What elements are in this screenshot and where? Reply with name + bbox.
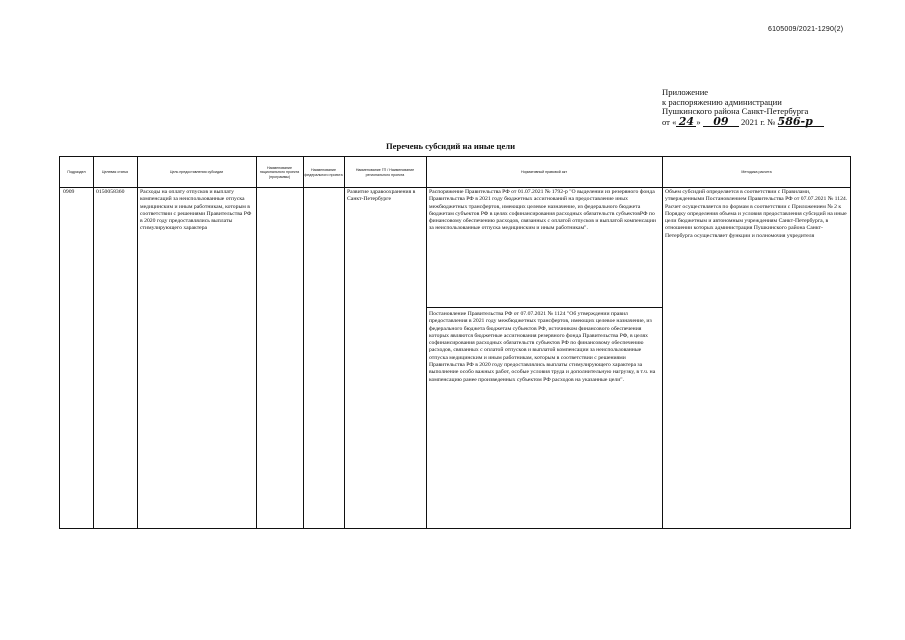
cell-legal-act-2: Постановление Правительства РФ от 07.07.2021 № 1124 "Об утверждении правил предоставления в 2021 году межбюджетных трансфертов, имеющих целевое назначение, из федерального бюджета бюджетам субъектов РФ, источником финансового обеспечения которых являются бюджетные ассигнования резервного фонда Правительства РФ, в целях софинансирования расходных обязательств субъектов РФ по финансовому обеспечению расходов, связанных с оплатой отпусков и выплатой компенсации за неиспользованные отпуска медицинским и иным работникам, которым в соответствии с решениями Правительства РФ в 2020 году предоставлялись выплаты стимулирующего характера за выполнение особо важных работ, особые условия труда и дополнительную нагрузку, в т.ч. на компенсацию ранее произведенных субъектом РФ расходов на указанные цели". xyxy=(429,311,656,383)
column-divider xyxy=(303,157,304,528)
column-divider xyxy=(256,157,257,528)
header-target-article: Целевая статья xyxy=(101,170,129,175)
annex-line-1: Приложение xyxy=(662,87,709,97)
header-state-program: Наименование ГП / Наименование регионального проекта xyxy=(355,168,415,177)
cell-section: 0909 xyxy=(63,189,75,195)
header-national-project: Наименование национального проекта (программы) xyxy=(259,166,300,179)
handwritten-number: 586-р xyxy=(778,117,824,127)
subsidies-table xyxy=(59,156,851,529)
cell-legal-act-1: Распоряжение Правительства РФ от 01.07.2021 № 1792-р "О выделении из резервного фонда Правительства РФ в 2021 году бюджетных ассигнований на предоставление иных межбюджетных трансфертов, имеющих целевое назначение, из федерального бюджета бюджетам субъектов РФ в целях софинансирования расходных обязательств субъектовРФ по финансовому обеспечению расходов, связанных с оплатой отпусков и выплатой компенсации за неиспользованные отпуска медицинским и иным работникам". xyxy=(429,189,656,232)
header-purpose: Цель предоставления субсидии xyxy=(169,170,224,175)
legal-act-2-box xyxy=(426,307,663,529)
date-year-text: 2021 г. № xyxy=(741,116,776,127)
annex-date-line xyxy=(662,114,887,128)
cell-target-article: 0150058360 xyxy=(96,189,125,195)
header-method: Методика расчета xyxy=(741,170,772,175)
column-divider xyxy=(137,157,138,528)
handwritten-day: 24 xyxy=(676,117,696,127)
annex-block xyxy=(662,88,887,127)
cell-method: Объем субсидий определяется в соответствии с Правилами, утвержденными Постановлением Правительства РФ от 07.07.2021 № 1124. Расчет осуществляется по формам в соответствии с Приложением № 2 к Порядку определения объема и условия предоставления субсидий на иные цели бюджетным и автономным учреждениям Санкт-Петербурга, в отношении которых администрация Пушкинского района Санкт-Петербурга осуществляет функции и полномочия учредителя xyxy=(665,189,848,239)
column-divider xyxy=(93,157,94,528)
annex-line-3: Пушкинского района Санкт-Петербурга xyxy=(662,106,809,116)
cell-purpose: Расходы на оплату отпусков и выплату компенсаций за неиспользованные отпуска медицинским и иным работникам, которым в соответствии с решениями Правительства РФ в 2020 году предоставлялись выплаты стимулирующего характера xyxy=(140,189,252,232)
header-federal-project: Наименование федерального проекта xyxy=(304,168,343,177)
column-divider xyxy=(344,157,345,528)
header-separator xyxy=(60,187,850,188)
date-prefix: от « xyxy=(662,116,677,127)
document-title: Перечень субсидий на иные цели xyxy=(386,141,516,151)
date-mid: » xyxy=(696,116,701,127)
cell-state-program: Развитие здравоохранения в Санкт-Петербурге xyxy=(347,189,416,203)
handwritten-month: 09 xyxy=(703,117,739,127)
annex-line-2: к распоряжению администрации xyxy=(662,96,782,107)
header-section: Подраздел xyxy=(67,170,86,175)
header-legal-act: Нормативный правовой акт xyxy=(520,170,568,175)
document-id: 6105009/2021-1290(2) xyxy=(768,26,844,33)
